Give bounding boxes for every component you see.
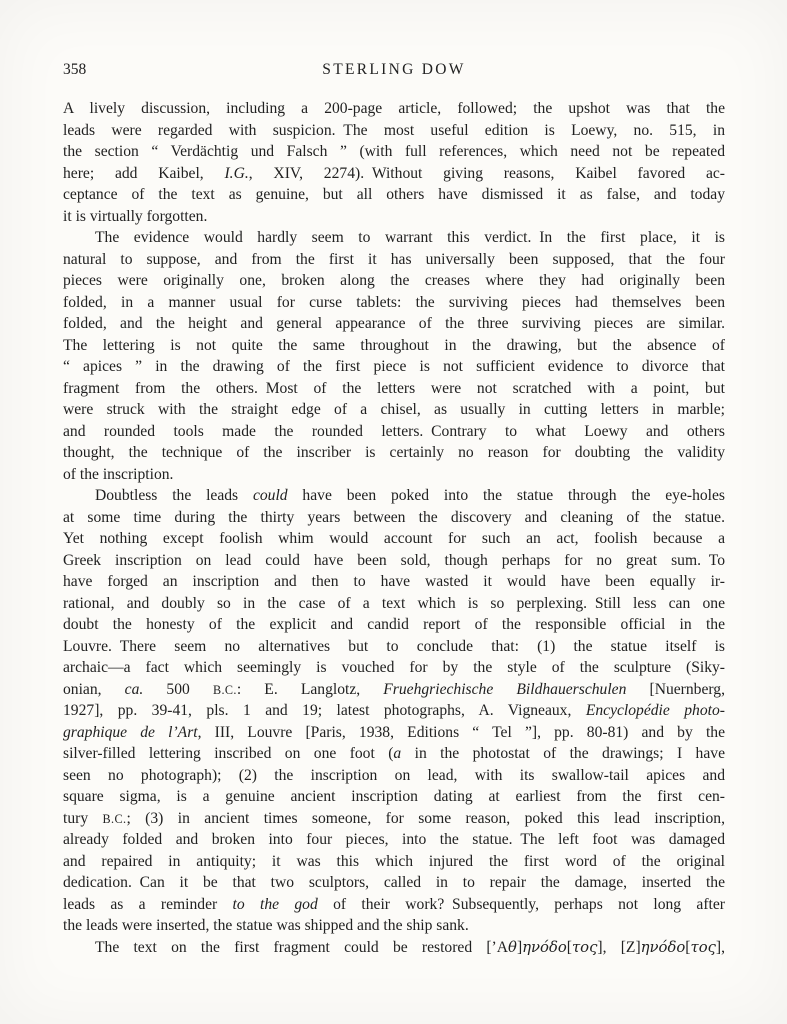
paragraph	[63, 485, 725, 937]
text-line	[63, 184, 725, 206]
text-run: 1927], pp. 39-41, pls. 1 and 19; latest photographs, A. Vigneaux,	[63, 702, 586, 719]
text-run: [	[685, 938, 691, 956]
text-run: seen no photograph); (2) the inscription on lead, with its swallow-tail apices and	[63, 766, 725, 784]
text-run: the leads were inserted, the statue was shipped and the ship sank.	[63, 917, 469, 934]
text-run: 500	[143, 680, 213, 698]
text-run: already folded and broken into four pieces, into the statue. The left foot was damaged	[63, 831, 725, 848]
text-run: of the inscription.	[63, 465, 174, 483]
text-line	[63, 227, 725, 249]
text-line	[63, 829, 725, 851]
text-run: thought, the technique of the inscriber is certainly no reason for doubting the validity	[63, 444, 725, 461]
text-line	[63, 614, 725, 636]
text-line	[63, 765, 725, 787]
text-run: A lively discussion, including a 200-page article, followed; the upshot was that the	[63, 100, 725, 117]
text-line	[63, 356, 725, 378]
text-line	[63, 399, 725, 421]
text-run: θ	[508, 938, 517, 956]
text-run: Louvre. There seem no alternatives but to conclude that: (1) the statue itself is	[63, 637, 725, 655]
text-run: have forged an inscription and then to have wasted it would have been equally ir-	[63, 573, 725, 590]
text-line	[63, 657, 725, 679]
text-run: Encyclopédie photo-	[585, 702, 725, 719]
text-line	[63, 378, 725, 400]
text-run: ; (3) in ancient times someone, for some reason, poked this lead inscription,	[126, 809, 725, 827]
text-line	[63, 442, 725, 464]
text-line	[63, 593, 725, 615]
text-line	[63, 313, 725, 335]
text-line	[63, 163, 725, 185]
text-line	[63, 292, 725, 314]
text-run: The lettering is not quite the same throughout in the drawing, but the absence of	[63, 336, 725, 354]
text-run: Greek inscription on lead could have been sold, though perhaps for no great sum. To	[63, 551, 725, 569]
text-run: folded, in a manner usual for curse tablets: the surviving pieces had themselves been	[63, 293, 725, 311]
text-run: ],	[715, 938, 726, 956]
text-run: tury	[63, 809, 103, 827]
text-run: at some time during the thirty years between the discovery and cleaning of the statue.	[63, 508, 725, 526]
text-run: have been poked into the statue through the eye-holes	[287, 487, 725, 504]
text-run: were struck with the straight edge of a chisel, as usually in cutting letters in marble;	[63, 401, 725, 418]
text-run: in the photostat of the drawings; I have	[401, 745, 725, 762]
text-line	[63, 915, 725, 937]
text-run: of their work? Subsequently, perhaps not long after	[317, 895, 725, 913]
text-run: ca.	[124, 680, 144, 698]
text-run: The evidence would hardly seem to warrant this verdict. In the first place, it is	[95, 229, 725, 246]
text-line	[63, 507, 725, 529]
text-run: a	[393, 745, 402, 762]
text-line	[63, 206, 725, 228]
text-line	[63, 249, 725, 271]
text-run: τος	[690, 938, 716, 956]
text-run: : E. Langlotz,	[236, 680, 384, 698]
paragraph	[63, 227, 725, 485]
text-run: onian,	[63, 680, 125, 698]
text-run: rational, and doubly so in the case of a text which is so perplexing. Still less can one	[63, 594, 725, 612]
text-run: , XIV, 2274). Without giving reasons, Kaibel favored ac-	[248, 164, 725, 182]
text-run: archaic—a fact which seemingly is vouched for by the style of the sculpture (Siky-	[63, 659, 725, 676]
text-line	[63, 528, 725, 550]
text-run: ]	[516, 938, 523, 956]
text-run: [Nuernberg,	[626, 680, 725, 698]
text-run: and repaired in antiquity; it was this which injured the first word of the original	[63, 852, 725, 870]
text-line	[63, 335, 725, 357]
text-line	[63, 550, 725, 572]
text-line	[63, 722, 725, 744]
text-run: , III, Louvre [Paris, 1938, Editions “ Tel ”], pp. 80-81) and by the	[197, 723, 725, 741]
text-run: ηνόδο	[640, 938, 686, 956]
text-run: The text on the first fragment could be restored [’Α	[95, 938, 509, 956]
text-line	[63, 808, 725, 830]
page-header	[63, 60, 725, 80]
text-run: natural to suppose, and from the first it has universally been supposed, that the four	[63, 250, 725, 268]
text-run: I.G.	[224, 164, 249, 182]
text-line	[63, 421, 725, 443]
text-line	[63, 636, 725, 658]
text-line	[63, 937, 725, 959]
text-line	[63, 700, 725, 722]
paragraph	[63, 937, 725, 959]
text-block	[63, 98, 725, 958]
text-line	[63, 270, 725, 292]
text-run: doubt the honesty of the explicit and candid report of the responsible official in the	[63, 616, 725, 633]
text-run: to the god	[232, 895, 318, 913]
text-run: ], [Ζ]	[597, 938, 641, 956]
text-run: Fruehgriechische Bildhauerschulen	[383, 680, 627, 698]
text-run: here; add Kaibel,	[63, 164, 225, 182]
text-run: pieces were originally one, broken along the creases where they had originally been	[63, 272, 725, 289]
text-run: fragment from the others. Most of the letters were not scratched with a point, but	[63, 379, 725, 397]
text-line	[63, 120, 725, 142]
text-run: τος	[571, 938, 598, 956]
text-run: it is virtually forgotten.	[63, 207, 208, 225]
text-run: the section “ Verdächtig und Falsch ” (with full references, which need not be repeated	[63, 143, 725, 160]
text-run: silver-filled lettering inscribed on one foot (	[63, 745, 394, 762]
text-line	[63, 141, 725, 163]
text-run: “ apices ” in the drawing of the first piece is not sufficient evidence to divorce that	[63, 358, 725, 375]
text-run: folded, and the height and general appearance of the three surviving pieces are similar.	[63, 315, 725, 332]
text-line	[63, 894, 725, 916]
page-number: 358	[63, 61, 87, 78]
text-line	[63, 786, 725, 808]
text-run: leads as a reminder	[63, 895, 233, 913]
text-run: B.C.	[102, 811, 127, 826]
text-run: graphique de l’Art	[63, 723, 198, 741]
text-line	[63, 98, 725, 120]
text-line	[63, 851, 725, 873]
text-line	[63, 485, 725, 507]
text-line	[63, 743, 725, 765]
text-line	[63, 872, 725, 894]
text-run: ceptance of the text as genuine, but all others have dismissed it as false, and today	[63, 186, 725, 203]
text-run: square sigma, is a genuine ancient inscription dating at earliest from the first cen-	[63, 788, 725, 805]
text-line	[63, 679, 725, 701]
text-run: dedication. Can it be that two sculptors, called in to repair the damage, inserted the	[63, 874, 725, 891]
text-line	[63, 464, 725, 486]
text-run: ηνόδο	[522, 938, 567, 956]
text-run: Doubtless the leads	[95, 487, 253, 504]
text-run: Yet nothing except foolish whim would account for such an act, foolish because a	[63, 530, 725, 547]
running-head: STERLING DOW	[322, 61, 466, 78]
text-line	[63, 571, 725, 593]
text-run: leads were regarded with suspicion. The most useful edition is Loewy, no. 515, in	[63, 121, 725, 139]
text-run: B.C.	[212, 682, 237, 697]
text-run: [	[566, 938, 572, 956]
text-run: could	[252, 487, 288, 504]
paragraph	[63, 98, 725, 227]
text-run: and rounded tools made the rounded letters. Contrary to what Loewy and others	[63, 422, 725, 440]
